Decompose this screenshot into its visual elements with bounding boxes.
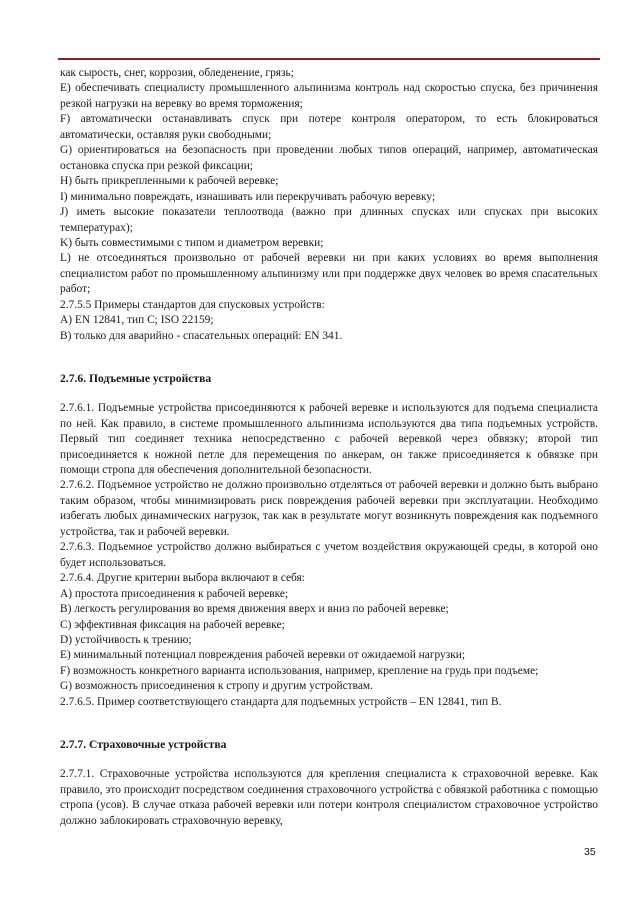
- criteria-item-f: F) возможность конкретного варианта использования, например, крепление на грудь при подъеме;: [60, 664, 539, 677]
- list-item-g: G) ориентироваться на безопасность при проведении любых типов операций, например, автоматическая остановка спуска при резкой фиксации;: [60, 144, 598, 172]
- section-heading-lifting-devices: 2.7.6. Подъемные устройства: [60, 372, 212, 386]
- section-lifting-devices: [60, 401, 598, 710]
- standard-item-b: B) только для аварийно - спасательных операций: EN 341.: [60, 329, 343, 342]
- header-rule: [58, 58, 600, 60]
- clause-2-7-6-5: 2.7.6.5. Пример соответствующего стандарта для подъемных устройств – EN 12841, тип B.: [60, 695, 502, 708]
- section-descent-devices-continued: [60, 66, 598, 344]
- criteria-item-d: D) устойчивость к трению;: [60, 633, 192, 646]
- section-heading-backup-devices: 2.7.7. Страховочные устройства: [60, 738, 227, 752]
- list-item-j: J) иметь высокие показатели теплоотвода (важно при длинных спусках или спусках при высоких температурах);: [60, 206, 598, 234]
- clause-2-7-6-3: 2.7.6.3. Подъемное устройство должно выбираться с учетом воздействия окружающей среды, в которой оно будет использоваться.: [60, 541, 598, 569]
- criteria-item-c: C) эффективная фиксация на рабочей веревке;: [60, 618, 285, 631]
- text-line: как сырость, снег, коррозия, обледенение, грязь;: [60, 67, 294, 79]
- page-number: 35: [584, 846, 596, 858]
- list-item-l: L) не отсоединяться произвольно от рабочей веревки ни при каких условиях во время выполнения специалистом работ по промышленному альпинизму или при поддержке двух человек во время спасательных работ;: [60, 252, 598, 296]
- criteria-item-e: E) минимальный потенциал повреждения рабочей веревки от ожидаемой нагрузки;: [60, 649, 466, 662]
- criteria-item-b: B) легкость регулирования во время движения вверх и вниз по рабочей веревке;: [60, 603, 449, 616]
- section-backup-devices: [60, 767, 598, 829]
- list-item-i: I) минимально повреждать, изнашивать или перекручивать рабочую веревку;: [60, 190, 436, 203]
- standard-item-a: A) EN 12841, тип C; ISO 22159;: [60, 314, 214, 327]
- list-item-h: H) быть прикрепленными к рабочей веревке;: [60, 175, 279, 188]
- clause-2-7-5-5: 2.7.5.5 Примеры стандартов для спусковых устройств:: [60, 298, 325, 311]
- clause-2-7-6-4: 2.7.6.4. Другие критерии выбора включают в себя:: [60, 572, 305, 585]
- list-item-e: E) обеспечивать специалисту промышленного альпинизма контроль над скоростью спуска, без причинения резкой нагрузки на веревку во время торможения;: [60, 82, 598, 110]
- document-body: [60, 66, 598, 841]
- list-item-f: F) автоматически останавливать спуск при потере контроля оператором, то есть блокироваться автоматически, оставляя руки свободными;: [60, 113, 598, 141]
- criteria-item-g: G) возможность присоединения к стропу и другим устройствам.: [60, 680, 373, 693]
- clause-2-7-7-1: 2.7.7.1. Страховочные устройства используются для крепления специалиста к страховочной веревке. Как правило, это происходит посредством соединения страховочного устройства с обвязкой работника с помощью стропа (усов). В случае отказа рабочей веревки или потери контроля специалистом страховочное устройство должно заблокировать страховочную веревку,: [60, 768, 598, 827]
- clause-2-7-6-1: 2.7.6.1. Подъемные устройства присоединяются к рабочей веревке и используются для подъема специалиста по ней. Как правило, в системе промышленного альпинизма используются два типа подъемных устройств. Первый тип соединяет техника непосредственно с рабочей веревкой через обвязку; второй тип присоединяется к ножной петле для перемещения по анкерам, он также присоединяется к обвязке при помощи стропа для обеспечения дополнительной безопасности.: [60, 402, 598, 476]
- clause-2-7-6-2: 2.7.6.2. Подъемное устройство не должно произвольно отделяться от рабочей веревки и должно быть выбрано таким образом, чтобы минимизировать риск повреждения рабочей веревки при эксплуатации. Необходимо избегать любых динамических нагрузок, так как в результате могут возникнуть повреждения как подъемного устройства, так и рабочей веревки.: [60, 479, 598, 538]
- criteria-item-a: A) простота присоединения к рабочей веревке;: [60, 587, 289, 600]
- list-item-k: K) быть совместимыми с типом и диаметром веревки;: [60, 236, 324, 249]
